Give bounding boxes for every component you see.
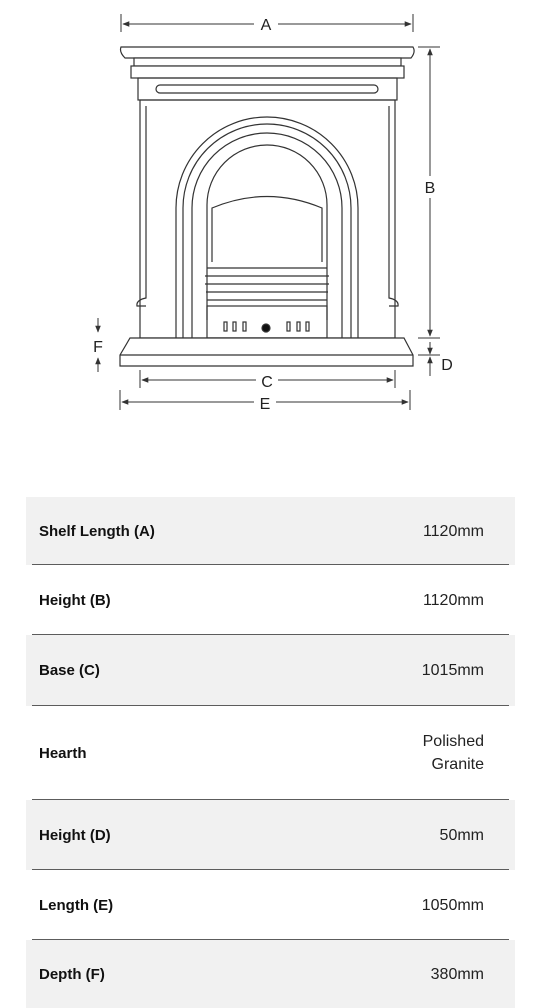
spec-label: Shelf Length (A) (39, 522, 155, 540)
spec-value: 1120mm (422, 522, 484, 540)
spec-value: 1050mm (421, 896, 484, 914)
spec-value: 1015mm (421, 662, 484, 679)
spec-value: Polished Granite (422, 733, 484, 773)
fireplace-dimension-diagram (0, 0, 541, 470)
dimension-label-a: A (260, 17, 272, 34)
spec-row-hearth (26, 706, 515, 800)
spec-row-base (26, 635, 515, 706)
spec-label: Depth (F) (39, 965, 105, 983)
dimension-label-e: E (259, 396, 271, 413)
spec-value: 1120mm (422, 591, 484, 609)
spec-label: Height (B) (39, 591, 111, 609)
spec-row-depth (26, 940, 515, 1008)
dimension-label-f: F (93, 339, 103, 356)
dimension-label-d: D (441, 357, 453, 374)
spec-label: Hearth (39, 744, 87, 762)
spec-value: 380mm (430, 965, 484, 983)
dimension-label-b: B (424, 180, 436, 197)
spec-row-height-d (26, 800, 515, 870)
specifications-table (26, 497, 515, 1008)
spec-row-length (26, 870, 515, 940)
spec-label: Base (C) (39, 662, 100, 679)
dimension-label-c: C (261, 374, 273, 391)
spec-row-height-b (26, 565, 515, 635)
fireplace-drawing (120, 47, 414, 366)
spec-label: Height (D) (39, 826, 111, 844)
spec-value: 50mm (439, 826, 484, 844)
spec-label: Length (E) (39, 896, 114, 914)
spec-row-shelf-length (26, 497, 515, 565)
